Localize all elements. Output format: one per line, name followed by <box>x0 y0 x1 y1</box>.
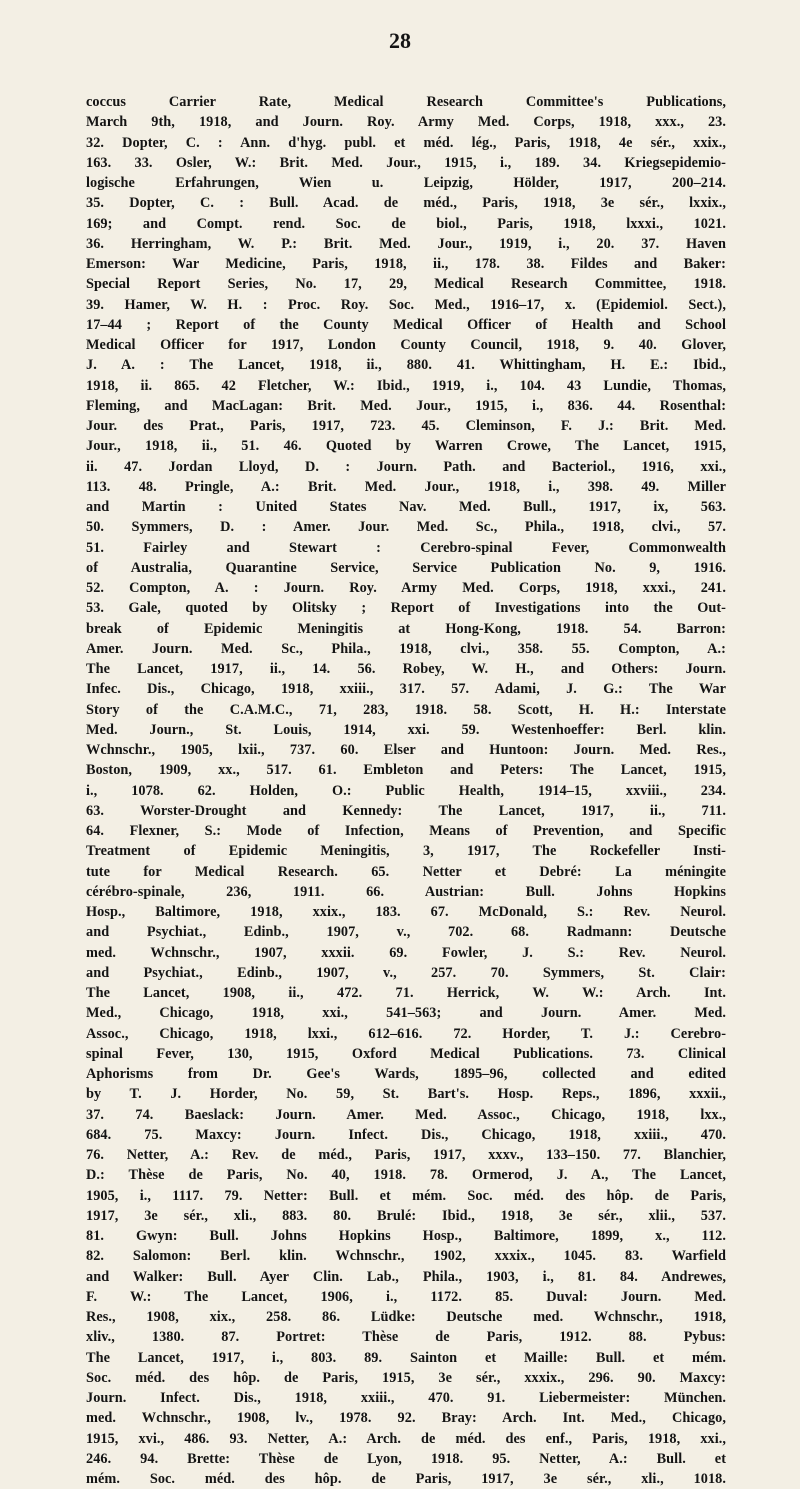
reference-line: 1918, ii. 865. 42 Fletcher, W.: Ibid., 1919, i., 104. 43 Lundie, Thomas, <box>86 377 726 394</box>
reference-line: 1905, i., 1117. 79. Netter: Bull. et mém. Soc. méd. des hôp. de Paris, <box>86 1187 726 1204</box>
reference-line: 82. Salomon: Berl. klin. Wchnschr., 1902, xxxix., 1045. 83. Warfield <box>86 1248 726 1265</box>
reference-line: Story of the C.A.M.C., 71, 283, 1918. 58. Scott, H. H.: Interstate <box>86 701 726 718</box>
reference-line: 51. Fairley and Stewart : Cerebro-spinal Fever, Commonwealth <box>86 539 726 556</box>
reference-line: Med., Chicago, 1918, xxi., 541–563; and Journ. Amer. Med. <box>86 1005 726 1022</box>
reference-line: The Lancet, 1917, i., 803. 89. Sainton et Maille: Bull. et mém. <box>86 1349 726 1366</box>
reference-line: 50. Symmers, D. : Amer. Jour. Med. Sc., Phila., 1918, clvi., 57. <box>86 519 726 536</box>
reference-line: F. W.: The Lancet, 1906, i., 1172. 85. Duval: Journ. Med. <box>86 1288 726 1305</box>
reference-line: 684. 75. Maxcy: Journ. Infect. Dis., Chicago, 1918, xxiii., 470. <box>86 1126 726 1143</box>
reference-line: J. A. : The Lancet, 1918, ii., 880. 41. Whittingham, H. E.: Ibid., <box>86 357 726 374</box>
reference-line: coccus Carrier Rate, Medical Research Committee's Publications, <box>86 94 726 110</box>
reference-line: i., 1078. 62. Holden, O.: Public Health, 1914–15, xxviii., 234. <box>86 782 726 799</box>
reference-line: med. Wchnschr., 1907, xxxii. 69. Fowler, J. S.: Rev. Neurol. <box>86 944 726 961</box>
reference-line: and Psychiat., Edinb., 1907, v., 257. 70. Symmers, St. Clair: <box>86 964 726 981</box>
reference-line: Medical Officer for 1917, London County Council, 1918, 9. 40. Glover, <box>86 337 726 353</box>
reference-line: 76. Netter, A.: Rev. de méd., Paris, 1917, xxxv., 133–150. 77. Blanchier, <box>86 1147 726 1163</box>
reference-line: Treatment of Epidemic Meningitis, 3, 1917, The Rockefeller Insti- <box>86 843 726 860</box>
reference-line: 52. Compton, A. : Journ. Roy. Army Med. Corps, 1918, xxxi., 241. <box>86 580 726 596</box>
reference-line: 32. Dopter, C. : Ann. d'hyg. publ. et méd. lég., Paris, 1918, 4e sér., xxix., <box>86 134 726 151</box>
reference-line: Assoc., Chicago, 1918, lxxi., 612–616. 72. Horder, T. J.: Cerebro- <box>86 1025 726 1042</box>
reference-line: and Martin : United States Nav. Med. Bull., 1917, ix, 563. <box>86 499 726 515</box>
reference-line: break of Epidemic Meningitis at Hong-Kong, 1918. 54. Barron: <box>86 620 726 637</box>
reference-line: xliv., 1380. 87. Portret: Thèse de Paris, 1912. 88. Pybus: <box>86 1329 726 1346</box>
reference-line: 1915, xvi., 486. 93. Netter, A.: Arch. de méd. des enf., Paris, 1918, xxi., <box>86 1430 726 1447</box>
reference-line: tute for Medical Research. 65. Netter et Debré: La méningite <box>86 863 726 880</box>
reference-line: Hosp., Baltimore, 1918, xxix., 183. 67. McDonald, S.: Rev. Neurol. <box>86 904 726 920</box>
reference-line: D.: Thèse de Paris, No. 40, 1918. 78. Ormerod, J. A., The Lancet, <box>86 1167 726 1184</box>
reference-line: mém. Soc. méd. des hôp. de Paris, 1917, 3e sér., xli., 1018. <box>86 1471 726 1487</box>
reference-line: med. Wchnschr., 1908, lv., 1978. 92. Bray: Arch. Int. Med., Chicago, <box>86 1410 726 1427</box>
reference-line: Amer. Journ. Med. Sc., Phila., 1918, clvi., 358. 55. Compton, A.: <box>86 640 726 657</box>
reference-line: 17–44 ; Report of the County Medical Officer of Health and School <box>86 316 726 333</box>
reference-line: 163. 33. Osler, W.: Brit. Med. Jour., 1915, i., 189. 34. Kriegsepidemio- <box>86 154 726 171</box>
reference-line: spinal Fever, 130, 1915, Oxford Medical Publications. 73. Clinical <box>86 1045 726 1062</box>
reference-line: 36. Herringham, W. P.: Brit. Med. Jour., 1919, i., 20. 37. Haven <box>86 235 726 252</box>
reference-line: Fleming, and MacLagan: Brit. Med. Jour., 1915, i., 836. 44. Rosenthal: <box>86 397 726 414</box>
reference-line: Aphorisms from Dr. Gee's Wards, 1895–96, collected and edited <box>86 1066 726 1082</box>
reference-line: Res., 1908, xix., 258. 86. Lüdke: Deutsche med. Wchnschr., 1918, <box>86 1309 726 1325</box>
reference-line: 1917, 3e sér., xli., 883. 80. Brulé: Ibid., 1918, 3e sér., xlii., 537. <box>86 1207 726 1224</box>
reference-line: Med. Journ., St. Louis, 1914, xxi. 59. Westenhoeffer: Berl. klin. <box>86 721 726 738</box>
reference-line: 113. 48. Pringle, A.: Brit. Med. Jour., 1918, i., 398. 49. Miller <box>86 478 726 495</box>
reference-line: and Walker: Bull. Ayer Clin. Lab., Phila., 1903, i., 81. 84. Andrewes, <box>86 1268 726 1285</box>
reference-line: 81. Gwyn: Bull. Johns Hopkins Hosp., Baltimore, 1899, x., 112. <box>86 1228 726 1244</box>
reference-line: of Australia, Quarantine Service, Service Publication No. 9, 1916. <box>86 559 726 576</box>
reference-line: Journ. Infect. Dis., 1918, xxiii., 470. 91. Liebermeister: München. <box>86 1390 726 1406</box>
reference-line: Special Report Series, No. 17, 29, Medical Research Committee, 1918. <box>86 276 726 293</box>
reference-line: 35. Dopter, C. : Bull. Acad. de méd., Paris, 1918, 3e sér., lxxix., <box>86 195 726 212</box>
reference-line: ii. 47. Jordan Lloyd, D. : Journ. Path. and Bacteriol., 1916, xxi., <box>86 458 726 475</box>
reference-line: Infec. Dis., Chicago, 1918, xxiii., 317. 57. Adami, J. G.: The War <box>86 681 726 698</box>
reference-line: cérébro-spinale, 236, 1911. 66. Austrian: Bull. Johns Hopkins <box>86 883 726 900</box>
reference-line: 39. Hamer, W. H. : Proc. Roy. Soc. Med., 1916–17, x. (Epidemiol. Sect.), <box>86 296 726 313</box>
reference-line: 63. Worster-Drought and Kennedy: The Lancet, 1917, ii., 711. <box>86 802 726 819</box>
reference-line: 37. 74. Baeslack: Journ. Amer. Med. Assoc., Chicago, 1918, lxx., <box>86 1106 726 1123</box>
reference-line: 53. Gale, quoted by Olitsky ; Report of Investigations into the Out- <box>86 600 726 617</box>
page-number: 28 <box>389 28 411 53</box>
reference-line: logische Erfahrungen, Wien u. Leipzig, Hölder, 1917, 200–214. <box>86 175 726 191</box>
reference-line: and Psychiat., Edinb., 1907, v., 702. 68. Radmann: Deutsche <box>86 924 726 941</box>
references-block <box>86 92 726 1489</box>
reference-line: The Lancet, 1908, ii., 472. 71. Herrick, W. W.: Arch. Int. <box>86 985 726 1001</box>
reference-line: Wchnschr., 1905, lxii., 737. 60. Elser and Huntoon: Journ. Med. Res., <box>86 742 726 758</box>
reference-line: 246. 94. Brette: Thèse de Lyon, 1918. 95. Netter, A.: Bull. et <box>86 1450 726 1467</box>
reference-line: Soc. méd. des hôp. de Paris, 1915, 3e sér., xxxix., 296. 90. Maxcy: <box>86 1369 726 1386</box>
reference-line: Emerson: War Medicine, Paris, 1918, ii., 178. 38. Fildes and Baker: <box>86 256 726 272</box>
reference-line: 169; and Compt. rend. Soc. de biol., Paris, 1918, lxxxi., 1021. <box>86 215 726 232</box>
reference-line: Jour. des Prat., Paris, 1917, 723. 45. Cleminson, F. J.: Brit. Med. <box>86 418 726 434</box>
reference-line: March 9th, 1918, and Journ. Roy. Army Med. Corps, 1918, xxx., 23. <box>86 114 726 131</box>
reference-line: 64. Flexner, S.: Mode of Infection, Means of Prevention, and Specific <box>86 823 726 839</box>
reference-line: The Lancet, 1917, ii., 14. 56. Robey, W. H., and Others: Journ. <box>86 661 726 677</box>
reference-line: by T. J. Horder, No. 59, St. Bart's. Hosp. Reps., 1896, xxxii., <box>86 1086 726 1103</box>
reference-line: Boston, 1909, xx., 517. 61. Embleton and Peters: The Lancet, 1915, <box>86 762 726 779</box>
reference-line: Jour., 1918, ii., 51. 46. Quoted by Warren Crowe, The Lancet, 1915, <box>86 438 726 455</box>
